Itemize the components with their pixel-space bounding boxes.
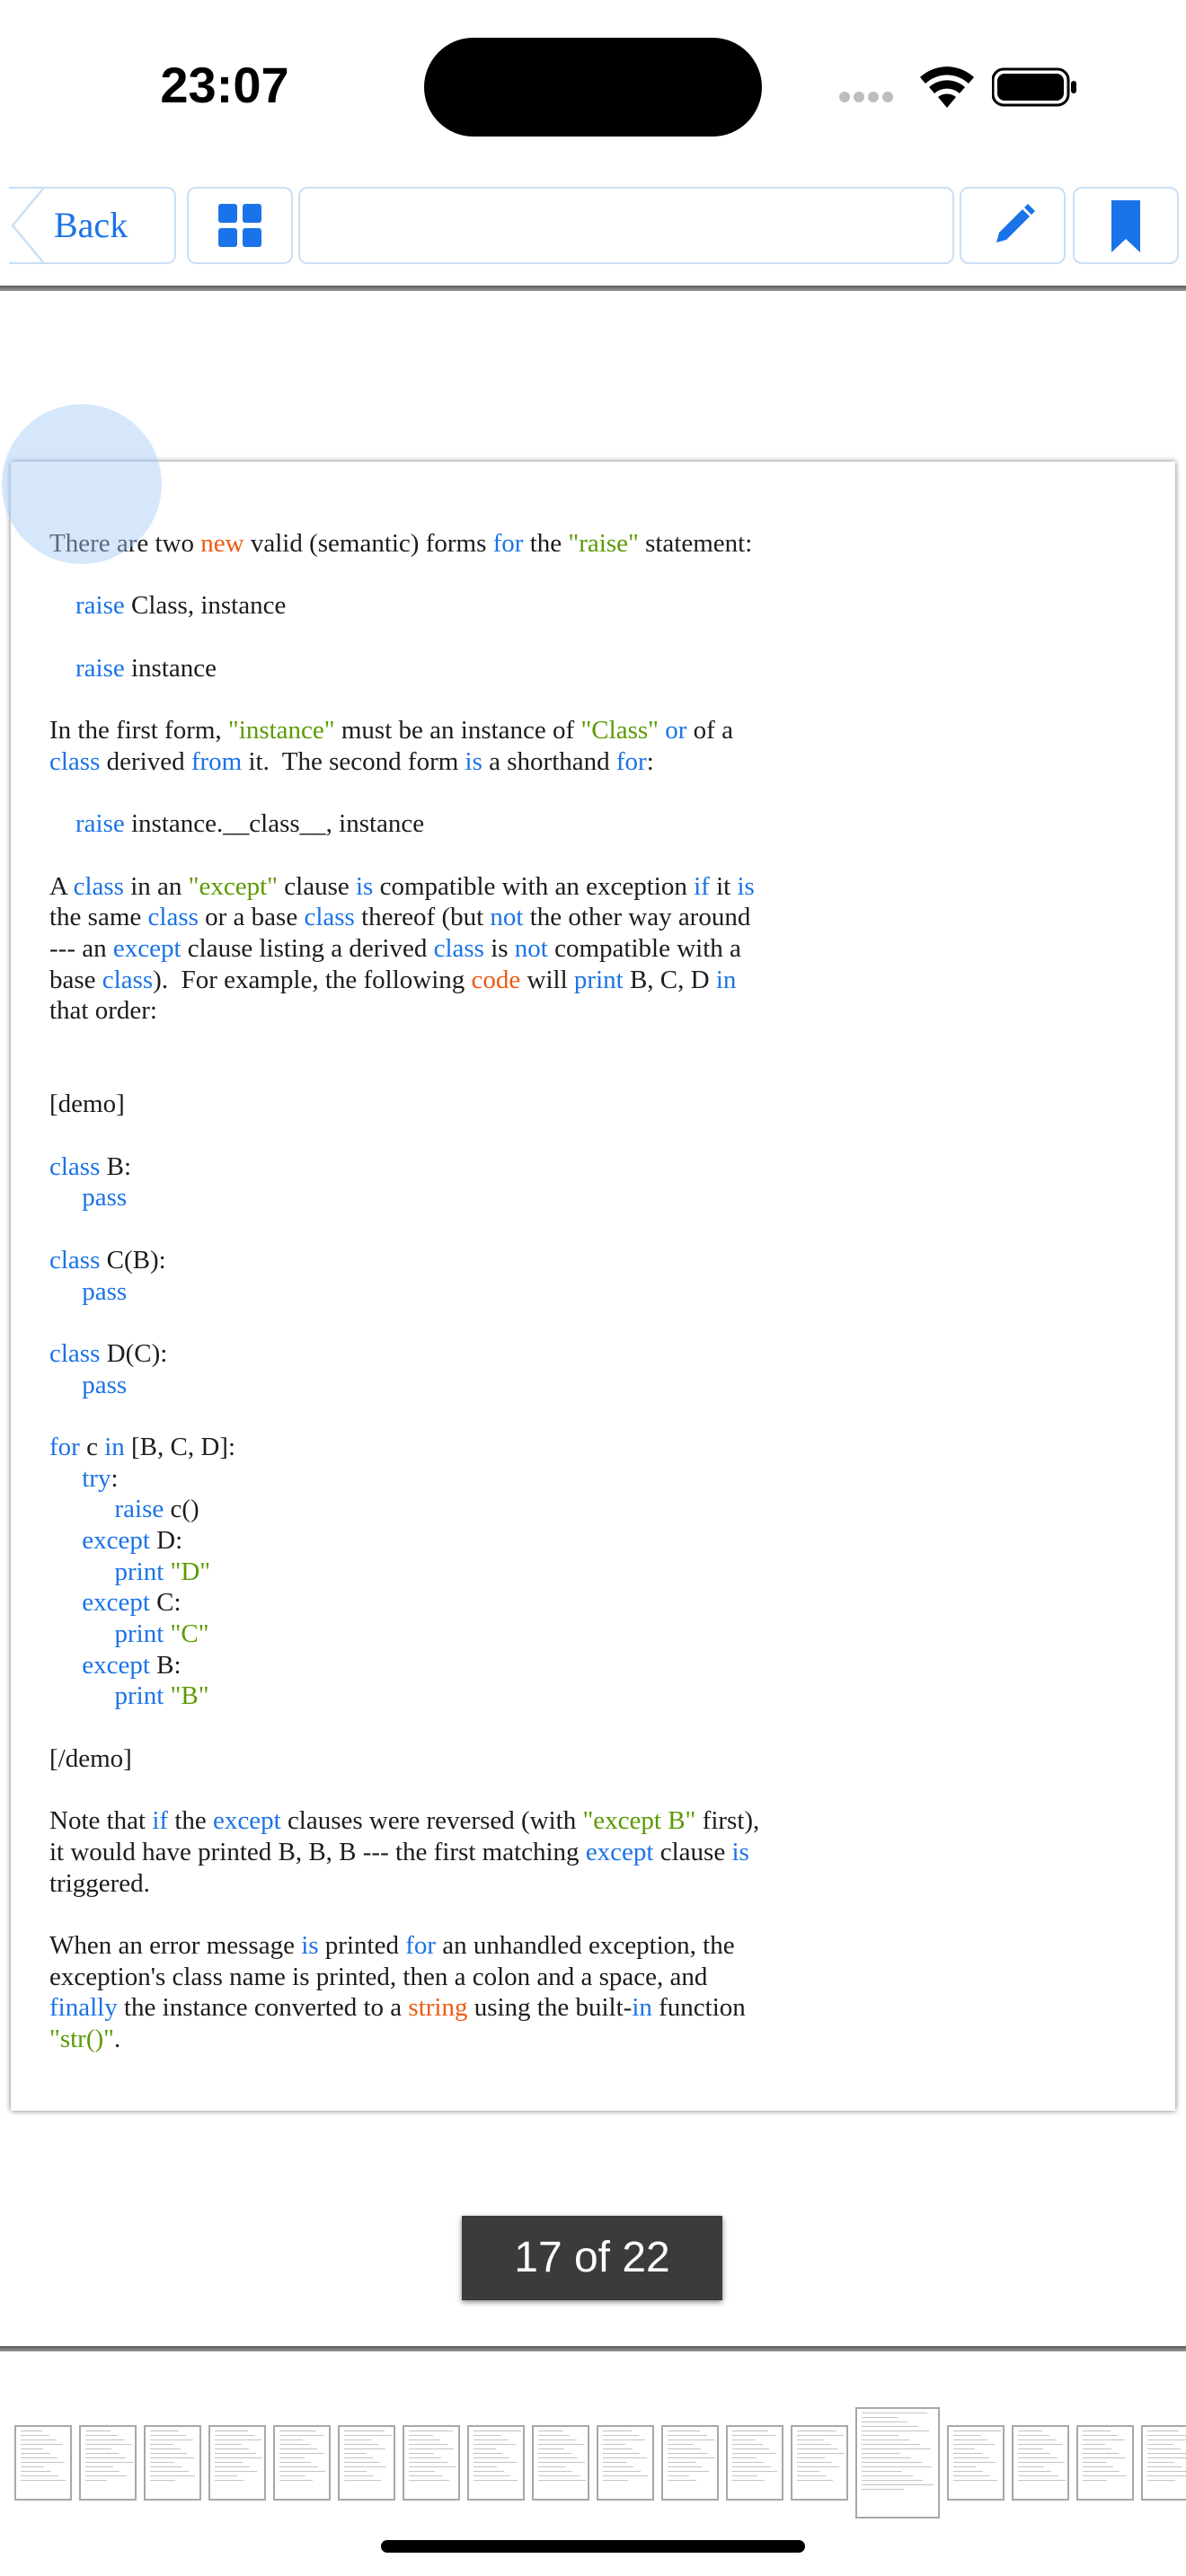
- text-token: [49, 1651, 82, 1680]
- document-line: [49, 1089, 822, 1120]
- text-token: must be an instance of: [334, 716, 581, 745]
- document-line: [49, 746, 822, 778]
- keyword-token: class: [49, 1245, 101, 1275]
- document-line: [49, 965, 822, 996]
- bookmark-icon: [1111, 199, 1141, 253]
- string-token: "str()": [49, 2025, 114, 2053]
- keyword-token: is: [737, 871, 755, 901]
- document-line: [49, 1400, 822, 1432]
- thumbnail[interactable]: [467, 2425, 525, 2501]
- keyword-token: raise: [75, 591, 125, 621]
- text-token: In the first form,: [49, 716, 228, 745]
- string-token: "raise": [568, 529, 639, 558]
- thumbnail[interactable]: [338, 2425, 395, 2501]
- document-line: [49, 1587, 822, 1619]
- text-token: base: [49, 965, 102, 994]
- text-token: statement:: [638, 529, 753, 558]
- text-token: [49, 1277, 82, 1306]
- text-token: valid (semantic) forms: [243, 529, 493, 558]
- text-token: :: [111, 1463, 119, 1493]
- text-token: [49, 1619, 115, 1648]
- text-token: in an: [123, 871, 189, 901]
- keyword-token: class: [102, 965, 154, 994]
- text-token: it: [709, 871, 738, 901]
- document-line: [49, 1557, 822, 1588]
- text-token: [49, 1464, 82, 1493]
- document-line: [49, 684, 822, 715]
- text-token: [49, 1183, 82, 1212]
- search-input[interactable]: [298, 187, 954, 264]
- keyword-token: raise: [75, 809, 125, 839]
- text-token: [164, 1557, 170, 1586]
- document-line: [49, 1370, 822, 1401]
- thumbnail[interactable]: [403, 2425, 460, 2501]
- keyword-token: class: [73, 871, 124, 901]
- page-counter: 17 of 22: [462, 2216, 722, 2300]
- document-line: [49, 1182, 822, 1213]
- text-token: [164, 1681, 170, 1710]
- text-token: [49, 1557, 115, 1586]
- keyword-token: class: [49, 1151, 101, 1181]
- document-line: [49, 1151, 822, 1183]
- status-time: 23:07: [160, 57, 289, 113]
- grid-icon: [217, 203, 262, 248]
- keyword-token: try: [82, 1463, 111, 1493]
- document-line: [49, 1775, 822, 1806]
- text-token: exception's class name is printed, then a colon and a space, and: [49, 1962, 708, 1991]
- pencil-icon: [991, 203, 1036, 248]
- thumbnail[interactable]: [14, 2425, 72, 2501]
- text-token: is: [483, 933, 515, 963]
- text-token: [49, 1495, 115, 1523]
- text-token: There are two: [49, 529, 201, 558]
- document-line: [49, 1837, 822, 1868]
- keyword-token: not: [514, 933, 548, 963]
- keyword-token: print: [114, 1681, 164, 1711]
- text-token: Note that: [49, 1806, 153, 1836]
- thumbnail[interactable]: [273, 2425, 331, 2501]
- text-token: --- an: [49, 933, 113, 963]
- document-line: [49, 653, 822, 684]
- thumbnail[interactable]: [1076, 2425, 1134, 2501]
- keyword-token: in: [104, 1432, 125, 1461]
- keyword-token: is: [301, 1930, 319, 1960]
- keyword-token: for: [49, 1432, 80, 1461]
- string-token: "instance": [227, 716, 335, 745]
- text-token: it would have printed B, B, B --- the first matching: [49, 1837, 586, 1866]
- signal-dots-icon: [839, 92, 902, 104]
- keyword-token: class: [304, 903, 355, 932]
- text-token: clauses were reversed (with: [280, 1806, 583, 1836]
- keyword-token: not: [490, 903, 524, 932]
- thumbnail[interactable]: [79, 2425, 137, 2501]
- text-token: using the built-: [467, 1993, 633, 2023]
- text-token: D(C):: [100, 1338, 168, 1368]
- text-token: the same: [49, 903, 148, 932]
- document-line: [49, 560, 822, 591]
- text-token: C:: [149, 1588, 181, 1618]
- text-token: compatible with an exception: [373, 871, 695, 901]
- document-line: [49, 1120, 822, 1151]
- keyword-token: print: [114, 1557, 164, 1586]
- document-line: [49, 1525, 822, 1557]
- wifi-icon: [918, 63, 976, 110]
- text-token: the instance converted to a: [117, 1993, 409, 2023]
- keyword-token: print: [573, 965, 624, 994]
- string-token: "except": [188, 871, 279, 901]
- document-line: [49, 1276, 822, 1308]
- text-token: a shorthand: [482, 746, 616, 776]
- text-token: A: [49, 871, 74, 901]
- text-token: instance.__class__, instance: [124, 809, 425, 839]
- keyword-token: in: [715, 965, 737, 994]
- thumbnail[interactable]: [726, 2425, 783, 2501]
- document-line: [49, 1743, 822, 1775]
- dynamic-island: [424, 38, 762, 137]
- text-token: c: [79, 1432, 105, 1461]
- thumbnail[interactable]: [144, 2425, 201, 2501]
- document-line: [49, 1712, 822, 1743]
- text-token: When an error message: [49, 1930, 302, 1960]
- document-line: [49, 1962, 822, 1993]
- text-token: [49, 1681, 115, 1710]
- text-token: [49, 809, 75, 838]
- text-token: thereof (but: [354, 903, 491, 932]
- keyword-token: finally: [49, 1993, 118, 2023]
- document-line: [49, 622, 822, 653]
- text-token: [demo]: [49, 1090, 125, 1119]
- keyword-token: if: [694, 871, 710, 901]
- document-line: [49, 995, 822, 1027]
- keyword-token: class: [147, 903, 199, 932]
- document-line: [49, 1899, 822, 1930]
- document-line: [49, 1681, 822, 1712]
- string-token: "Class": [580, 716, 659, 745]
- keyword-token: class: [49, 746, 101, 776]
- text-token: c(): [164, 1495, 199, 1524]
- text-token: clause: [278, 871, 356, 901]
- document-line: [49, 1650, 822, 1681]
- text-token: or a base: [198, 903, 305, 932]
- document-line: [49, 1619, 822, 1650]
- text-token: .: [114, 2025, 121, 2053]
- text-token: [49, 591, 75, 620]
- text-token: it. The second form: [242, 746, 465, 776]
- touch-indicator: [2, 404, 162, 564]
- keyword-token: except: [112, 933, 181, 963]
- string-token: "D": [170, 1557, 211, 1586]
- text-token: Class, instance: [124, 591, 287, 621]
- text-token: that order:: [49, 996, 157, 1026]
- keyword-token: except: [213, 1806, 281, 1836]
- keyword-token: for: [615, 746, 647, 776]
- thumbnail[interactable]: [661, 2425, 719, 2501]
- thumbnail[interactable]: [532, 2425, 589, 2501]
- document-text: [49, 528, 822, 2055]
- text-token: an unhandled exception, the: [436, 1930, 735, 1960]
- document-line: [49, 590, 822, 622]
- text-token: B:: [100, 1151, 132, 1181]
- back-label: Back: [54, 205, 128, 245]
- thumbnail[interactable]: [791, 2425, 848, 2501]
- text-token: first),: [695, 1806, 760, 1836]
- document-line: [49, 1307, 822, 1338]
- document-line: [49, 528, 822, 560]
- keyword-token: except: [82, 1588, 150, 1618]
- text-token: [B, C, D]:: [124, 1432, 236, 1461]
- keyword-token: except: [82, 1526, 150, 1555]
- thumbnail[interactable]: [947, 2425, 1005, 2501]
- text-token: :: [646, 746, 654, 776]
- text-token: clause: [653, 1837, 732, 1866]
- string-token: "except B": [582, 1806, 696, 1836]
- document-line: [49, 715, 822, 746]
- document-line: [49, 1058, 822, 1090]
- home-indicator: [381, 2540, 805, 2553]
- back-chevron-icon: [9, 187, 45, 264]
- text-token: compatible with a: [547, 933, 741, 963]
- keyword-token: class: [433, 933, 484, 963]
- thumbnail[interactable]: [1012, 2425, 1069, 2501]
- document-line: [49, 1930, 822, 1962]
- document-line: [49, 1805, 822, 1837]
- keyword-token: except: [585, 1837, 654, 1866]
- keyword-token: raise: [75, 653, 125, 683]
- document-line: [49, 1027, 822, 1058]
- text-token: triggered.: [49, 1868, 150, 1898]
- keyword-token: is: [465, 746, 482, 776]
- text-token: of a: [686, 716, 733, 745]
- document-line: [49, 1992, 822, 2024]
- keyword-token: print: [114, 1619, 164, 1649]
- thumbnail[interactable]: [1141, 2425, 1186, 2501]
- document-line: [49, 1213, 822, 1245]
- text-token: the: [523, 529, 569, 558]
- string-token: "C": [170, 1619, 209, 1649]
- text-token: [164, 1619, 170, 1648]
- keyword-token: or: [665, 716, 687, 745]
- text-token: derived: [100, 746, 191, 776]
- thumbnail-current[interactable]: [855, 2407, 940, 2519]
- keyword-token: is: [731, 1837, 749, 1866]
- text-token: B:: [149, 1650, 181, 1680]
- document-line: [49, 871, 822, 903]
- highlight-token: string: [408, 1993, 468, 2023]
- text-token: [/demo]: [49, 1743, 132, 1773]
- text-token: the other way around: [523, 903, 751, 932]
- text-token: [49, 654, 75, 683]
- document-line: [49, 778, 822, 809]
- text-token: ). For example, the following: [153, 965, 472, 994]
- keyword-token: pass: [82, 1183, 128, 1213]
- text-token: B, C, D: [623, 965, 716, 994]
- text-token: the: [168, 1806, 214, 1836]
- thumbnail[interactable]: [208, 2425, 266, 2501]
- document-line: [49, 1338, 822, 1370]
- battery-icon: [992, 66, 1078, 108]
- text-token: [49, 1526, 82, 1555]
- document-line: [49, 1432, 822, 1463]
- document-line: [49, 1245, 822, 1276]
- keyword-token: if: [152, 1806, 169, 1836]
- string-token: "B": [170, 1681, 209, 1711]
- keyword-token: pass: [82, 1370, 128, 1399]
- keyword-token: from: [190, 746, 243, 776]
- document-line: [49, 1463, 822, 1495]
- keyword-token: pass: [82, 1276, 128, 1306]
- keyword-token: for: [405, 1930, 437, 1960]
- keyword-token: raise: [114, 1495, 164, 1524]
- document-line: [49, 840, 822, 871]
- document-line: [49, 902, 822, 933]
- keyword-token: class: [49, 1338, 101, 1368]
- keyword-token: for: [492, 529, 524, 558]
- text-token: will: [520, 965, 574, 994]
- highlight-token: code: [471, 965, 521, 994]
- text-token: clause listing a derived: [181, 933, 434, 963]
- keyword-token: in: [632, 1993, 652, 2023]
- thumbnail[interactable]: [597, 2425, 654, 2501]
- keyword-token: except: [82, 1650, 150, 1680]
- text-token: function: [651, 1993, 746, 2023]
- document-line: [49, 1494, 822, 1525]
- text-token: [49, 1371, 82, 1399]
- text-token: [49, 1588, 82, 1617]
- text-token: D:: [149, 1526, 183, 1555]
- text-token: instance: [124, 653, 217, 683]
- document-line: [49, 1868, 822, 1900]
- document-line: [49, 808, 822, 840]
- highlight-token: new: [200, 529, 244, 558]
- text-token: C(B):: [100, 1245, 166, 1275]
- text-token: printed: [318, 1930, 406, 1960]
- keyword-token: is: [355, 871, 374, 901]
- document-line: [49, 2024, 822, 2055]
- document-line: [49, 933, 822, 965]
